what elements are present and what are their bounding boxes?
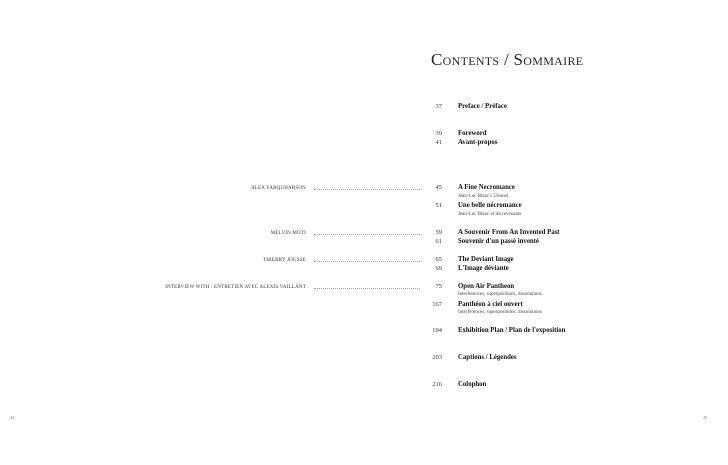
author-name: ALEX FARQUHARSON xyxy=(251,186,306,191)
toc-page-number: 51 xyxy=(435,202,442,209)
toc-entry-subtitle: Jean-Luc Blanc's Unread xyxy=(458,194,509,199)
toc-page-number: 59 xyxy=(435,229,442,236)
toc-entry-subtitle: Jean-Luc Blanc et les revenants xyxy=(458,212,522,217)
toc-entry-title[interactable]: Panthéon à ciel ouvert xyxy=(458,301,523,308)
toc-entry-title[interactable]: A Souvenir From An Invented Past xyxy=(458,229,560,236)
toc-entry-title[interactable]: Souvenir d'un passé inventé xyxy=(458,238,539,245)
toc-page-number: 216 xyxy=(432,381,442,388)
toc-entry-title[interactable]: L'Image déviante xyxy=(458,265,509,272)
toc-page-number: 39 xyxy=(435,130,442,137)
dotted-leader xyxy=(314,189,420,190)
page-number-right: 45 xyxy=(703,415,707,420)
toc-entry-title[interactable]: A Fine Necromance xyxy=(458,184,515,191)
toc-page-number: 203 xyxy=(432,354,442,361)
toc-entry-title[interactable]: The Deviant Image xyxy=(458,256,514,263)
toc-page-number: 45 xyxy=(435,184,442,191)
toc-page-number: 69 xyxy=(435,265,442,272)
toc-entry-title[interactable]: Open Air Pantheon xyxy=(458,283,515,290)
toc-entry-title[interactable]: Foreword xyxy=(458,130,487,137)
toc-page-number: 65 xyxy=(435,256,442,263)
toc-entry-title[interactable]: Colophon xyxy=(458,381,487,388)
toc-entry-subtitle: Interférences, superpositions, dissolutions xyxy=(458,310,542,315)
dotted-leader xyxy=(314,288,420,289)
author-name: INTERVIEW WITH / ENTRETIEN AVEC ALEXIS VAILLANT xyxy=(165,285,306,290)
dotted-leader xyxy=(314,234,420,235)
author-name: MELVIN MOTI xyxy=(270,231,306,236)
dotted-leader xyxy=(314,261,420,262)
toc-entry-title[interactable]: Captions / Légendes xyxy=(458,354,517,361)
toc-entry-title[interactable]: Exhibition Plan / Plan de l'exposition xyxy=(458,327,566,334)
toc-page-number: 37 xyxy=(435,103,442,110)
toc-page-number: 75 xyxy=(435,283,442,290)
toc-page-number: 194 xyxy=(432,327,442,334)
toc-page-number: 167 xyxy=(432,301,442,308)
toc-page-number: 61 xyxy=(435,238,442,245)
page-title: Contents / Sommaire xyxy=(431,50,584,69)
page-number-left: 44 xyxy=(10,415,14,420)
toc-page-number: 41 xyxy=(435,139,442,146)
toc-entry-title[interactable]: Preface / Préface xyxy=(458,103,507,110)
author-name: THIERRY JOUSSE xyxy=(262,258,306,263)
toc-entry-title[interactable]: Une belle nécromance xyxy=(458,202,522,209)
toc-entry-title[interactable]: Avant-propos xyxy=(458,139,498,146)
toc-entry-subtitle: Interferences, superpositions, dissolutions xyxy=(458,292,542,297)
